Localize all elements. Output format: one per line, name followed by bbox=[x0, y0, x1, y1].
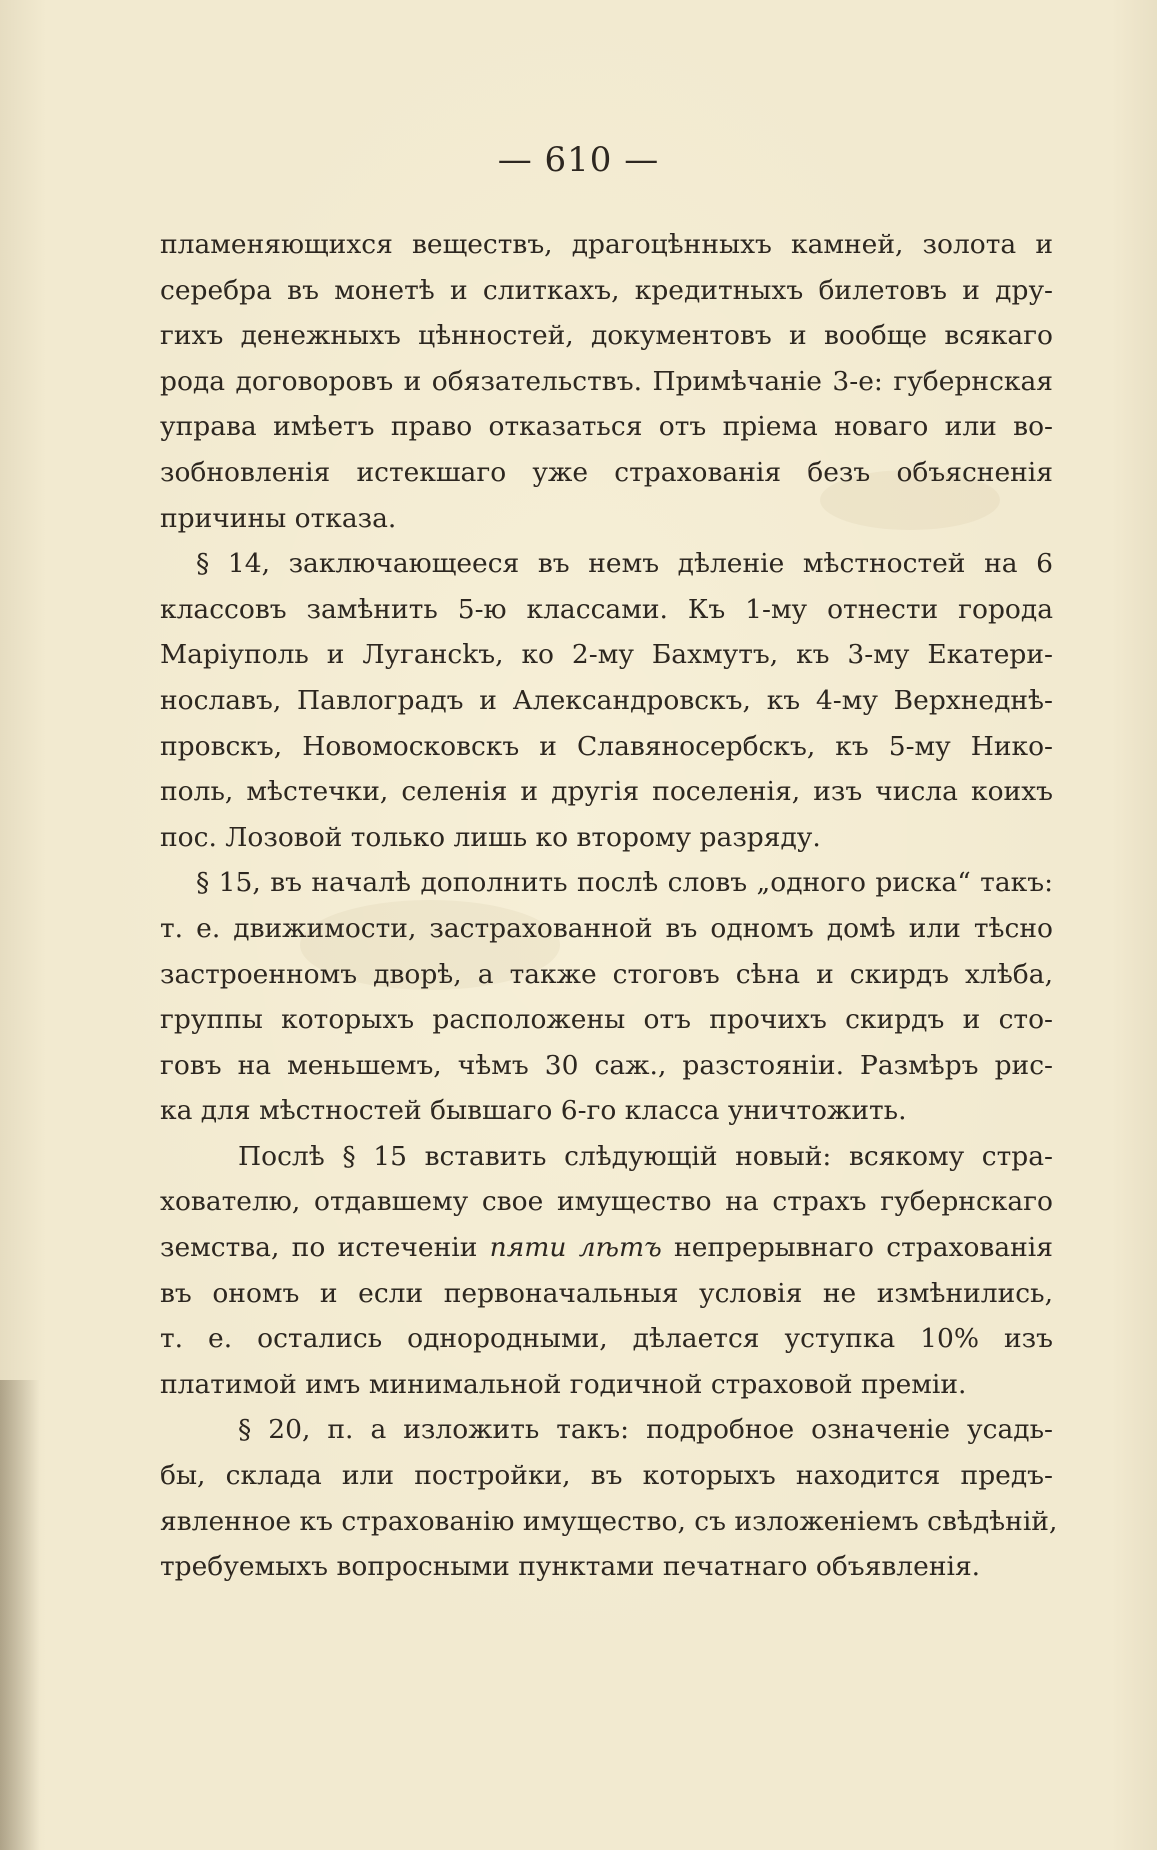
text-line: застроенномъ дворѣ, а также стоговъ сѣна и скирдъ хлѣба, bbox=[160, 958, 1053, 990]
text-line: серебра въ монетѣ и слиткахъ, кредитныхъ билетовъ и дру- bbox=[160, 274, 1053, 306]
text-line: пос. Лозовой только лишь ко второму разряду. bbox=[160, 821, 821, 853]
text-line: въ ономъ и если первоначальныя условія не измѣнились, bbox=[160, 1277, 1053, 1309]
text-line: Послѣ § 15 вставить слѣдующій новый: всякому стра- bbox=[238, 1140, 1053, 1172]
text-line: группы которыхъ расположены отъ прочихъ скирдъ и сто- bbox=[160, 1004, 1053, 1036]
text-line: классовъ замѣнить 5-ю классами. Къ 1-му отнести города bbox=[160, 593, 1053, 625]
text-line: платимой имъ минимальной годичной страховой преміи. bbox=[160, 1368, 967, 1400]
text-line: бы, склада или постройки, въ которыхъ находится предъ- bbox=[160, 1460, 1053, 1492]
text-line bbox=[160, 1225, 1053, 1271]
text-line: рода договоровъ и обязательствъ. Примѣчаніе 3-е: губернская bbox=[160, 365, 1053, 397]
text-line: § 15, въ началѣ дополнить послѣ словъ „одного риска“ такъ: bbox=[196, 867, 1053, 899]
text-line: пламеняющихся веществъ, драгоцѣнныхъ камней, золота и bbox=[160, 229, 1053, 260]
italic-emphasis: пяти лѣтъ bbox=[489, 1232, 662, 1264]
text-line: нославъ, Павлоградъ и Александровскъ, къ 4-му Верхнеднѣ- bbox=[160, 684, 1053, 716]
text-line: § 20, п. а изложить такъ: подробное означеніе усадь- bbox=[238, 1414, 1053, 1446]
text-line: управа имѣетъ право отказаться отъ пріема новаго или во- bbox=[160, 411, 1053, 443]
text-line: ка для мѣстностей бывшаго 6-го класса уничтожить. bbox=[160, 1095, 907, 1127]
text-segment: непрерывнаго страхованія bbox=[674, 1232, 1053, 1264]
text-line: явленное къ страхованію имущество, съ изложеніемъ свѣдѣній, bbox=[160, 1505, 1058, 1537]
text-line: § 14, заключающееся въ немъ дѣленіе мѣстностей на 6 bbox=[196, 548, 1053, 580]
text-line: требуемыхъ вопросными пунктами печатнаго объявленія. bbox=[160, 1551, 981, 1583]
body-text bbox=[160, 222, 1058, 1590]
text-line: хователю, отдавшему свое имущество на страхъ губернскаго bbox=[160, 1186, 1053, 1218]
text-line: зобновленія истекшаго уже страхованія безъ объясненія bbox=[160, 456, 1053, 488]
text-line: поль, мѣстечки, селенія и другія поселенія, изъ числа коихъ bbox=[160, 776, 1053, 808]
text-line: т. е. движимости, застрахованной въ одномъ домѣ или тѣсно bbox=[160, 912, 1053, 944]
text-line: гихъ денежныхъ цѣнностей, документовъ и вообще всякаго bbox=[160, 320, 1053, 352]
text-line: говъ на меньшемъ, чѣмъ 30 саж., разстояніи. Размѣръ рис- bbox=[160, 1049, 1053, 1081]
text-line: Маріуполь и Лугансkъ, ко 2-му Бахмутъ, къ 3-му Екатери- bbox=[160, 639, 1053, 671]
text-line: т. е. остались однородными, дѣлается уступка 10% изъ bbox=[160, 1323, 1053, 1355]
page-number: — 610 — bbox=[497, 140, 660, 180]
text-line: провскъ, Новомосковскъ и Славяносербскъ, къ 5-му Нико- bbox=[160, 730, 1053, 762]
text-segment: земства, по истеченіи bbox=[160, 1232, 478, 1264]
binding-shadow bbox=[0, 1380, 40, 1850]
text-line: причины отказа. bbox=[160, 502, 397, 534]
